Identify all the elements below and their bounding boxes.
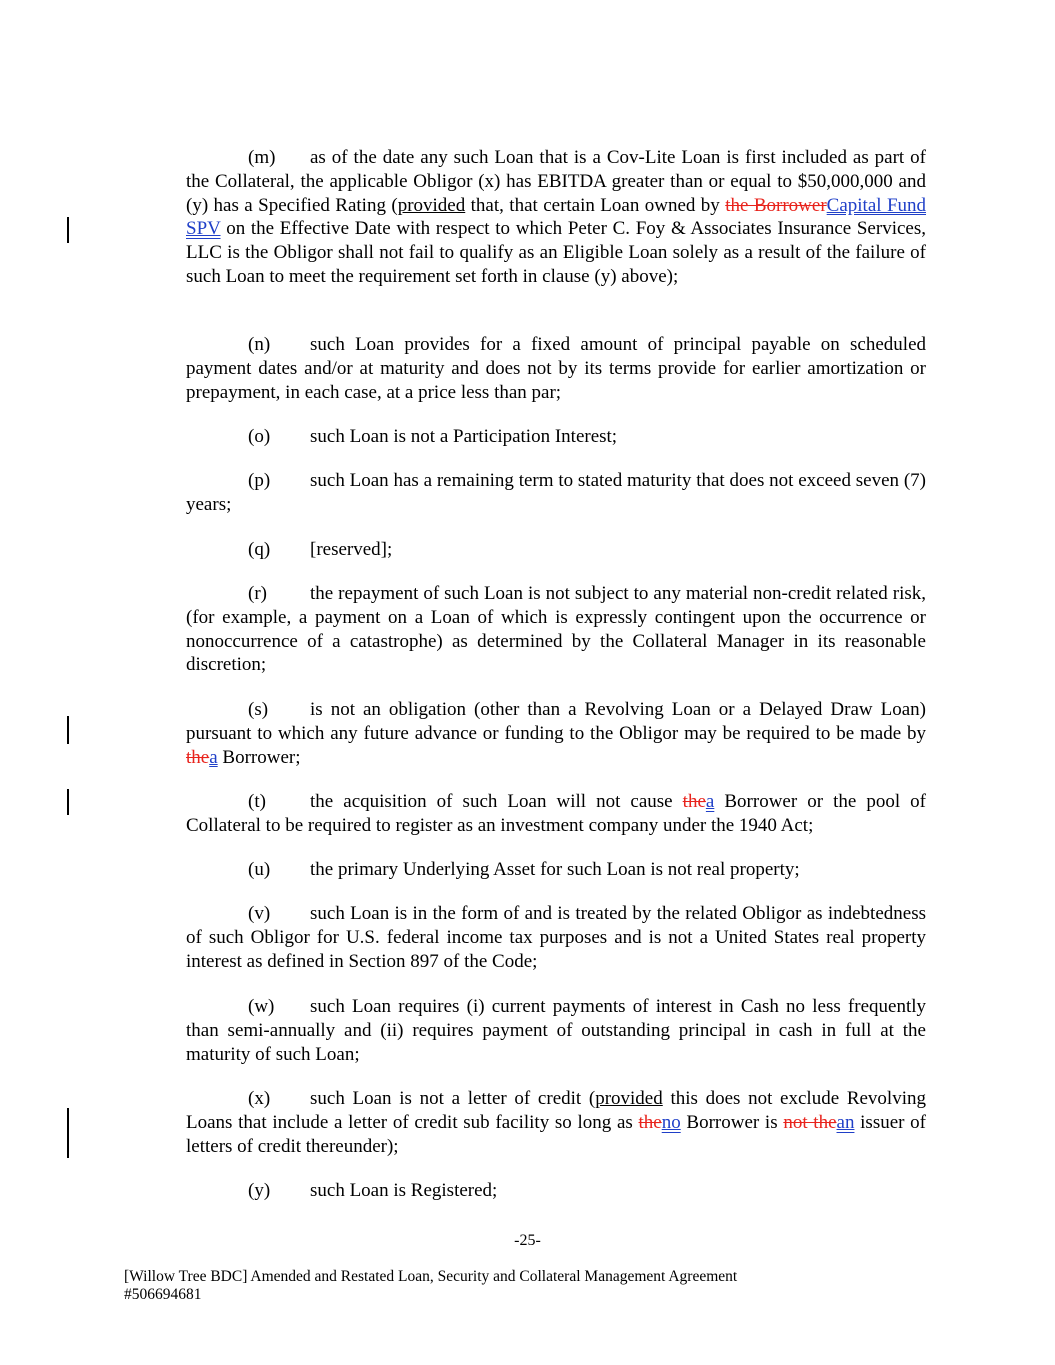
- clause-text: that, that certain Loan owned by: [465, 194, 726, 216]
- clause-text: issuer of letters of credit thereunder);: [186, 1111, 927, 1157]
- clause-text: such Loan requires (i) current payments of interest in Cash no less frequently than semi-annually and (ii) requires payment of outstanding principal in cash in full at the maturity of such Loan;: [186, 996, 926, 1065]
- clause-label: (y): [248, 1180, 271, 1201]
- footer-doc-id: #506694681: [124, 1286, 202, 1303]
- inserted-text: no: [661, 1111, 681, 1133]
- clause-text: as of the date any such Loan that is a Cov-Lite Loan is first included as part of the Collateral, the applicable Obligor (x) has EBITDA greater than or equal to $50,000,000 and (y) has a Specified Rating (: [186, 147, 926, 216]
- inserted-text: an: [836, 1111, 855, 1133]
- clause-text: Borrower is: [680, 1111, 784, 1133]
- clause-label: (w): [248, 996, 275, 1017]
- clause-v: [186, 902, 926, 973]
- clause-q: [186, 538, 926, 562]
- clause-text: such Loan has a remaining term to stated maturity that does not exceed seven (7) years;: [186, 470, 926, 515]
- footer-title: [Willow Tree BDC] Amended and Restated Loan, Security and Collateral Management Agreement: [124, 1268, 738, 1285]
- clause-y: [186, 1179, 926, 1203]
- clause-label: (r): [248, 583, 267, 604]
- clause-label: (t): [248, 791, 266, 812]
- clause-text: the repayment of such Loan is not subject to any material non-credit related risk, (for example, a payment on a Loan of which is expressly contingent upon the occurrence or nonoccurrence of a catastrophe) as determined by the Collateral Manager in its reasonable discretion;: [186, 583, 926, 676]
- clause-label: (o): [248, 426, 271, 447]
- clause-text: such Loan is Registered;: [310, 1180, 498, 1201]
- deleted-text: the: [682, 791, 706, 812]
- inserted-text: Capital Fund SPV: [186, 194, 927, 240]
- clause-label: (u): [248, 859, 271, 880]
- change-bar-x: [67, 1108, 69, 1158]
- clause-n: [186, 333, 926, 404]
- change-bar-m: [67, 217, 69, 243]
- document-footer: [124, 1268, 737, 1304]
- defined-term: provided: [397, 194, 466, 216]
- deleted-text: not the: [783, 1111, 837, 1133]
- clause-label: (s): [248, 699, 269, 720]
- clause-text: Borrower or the pool of Collateral to be required to register as an investment company under the 1940 Act;: [186, 791, 926, 836]
- clause-r: [186, 582, 926, 677]
- deleted-text: the: [186, 746, 210, 768]
- deleted-text: the Borrower: [725, 194, 827, 216]
- clause-label: (m): [248, 147, 276, 168]
- change-bar-t: [67, 789, 69, 815]
- clause-t: [186, 790, 926, 838]
- inserted-text: a: [209, 746, 218, 768]
- clause-text: [reserved];: [310, 539, 393, 560]
- clause-x: [186, 1087, 926, 1158]
- clause-p: [186, 469, 926, 517]
- clause-label: (q): [248, 539, 271, 560]
- clause-u: [186, 858, 926, 882]
- page-number: -25-: [514, 1232, 541, 1249]
- clause-text: the acquisition of such Loan will not cause: [310, 791, 683, 812]
- clause-w: [186, 995, 926, 1066]
- clause-label: (p): [248, 470, 271, 491]
- clause-text: is not an obligation (other than a Revolving Loan or a Delayed Draw Loan) pursuant to which any future advance or funding to the Obligor may be required to be made by: [186, 699, 926, 744]
- clause-o: [186, 425, 926, 449]
- clause-label: (x): [248, 1088, 271, 1109]
- clause-label: (v): [248, 903, 271, 924]
- clause-text: such Loan is not a letter of credit (: [310, 1088, 596, 1109]
- clause-text: such Loan provides for a fixed amount of principal payable on scheduled payment dates and/or at maturity and does not by its terms provide for earlier amortization or prepayment, in each case, at a price less than par;: [186, 334, 926, 403]
- change-bar-s: [67, 716, 69, 744]
- clause-s: [186, 698, 926, 769]
- clause-text: the primary Underlying Asset for such Loan is not real property;: [310, 859, 800, 880]
- clause-label: (n): [248, 334, 271, 355]
- inserted-text: a: [705, 791, 715, 812]
- clause-text: such Loan is not a Participation Interest;: [310, 426, 618, 447]
- clause-text: on the Effective Date with respect to which Peter C. Foy & Associates Insurance Services, LLC is the Obligor shall not fail to qualify as an Eligible Loan solely as a result of the failure of such Loan to meet the requirement set forth in clause (y) above);: [186, 218, 926, 287]
- clause-m: [186, 146, 926, 289]
- defined-term: provided: [595, 1088, 663, 1109]
- clause-text: this does not exclude Revolving Loans that include a letter of credit sub facility so long as: [186, 1088, 926, 1133]
- clause-text: Borrower;: [217, 746, 301, 768]
- clause-text: such Loan is in the form of and is treated by the related Obligor as indebtedness of such Obligor for U.S. federal income tax purposes and is not a United States real property interest as defined in Section 897 of the Code;: [186, 903, 926, 972]
- deleted-text: the: [638, 1111, 662, 1133]
